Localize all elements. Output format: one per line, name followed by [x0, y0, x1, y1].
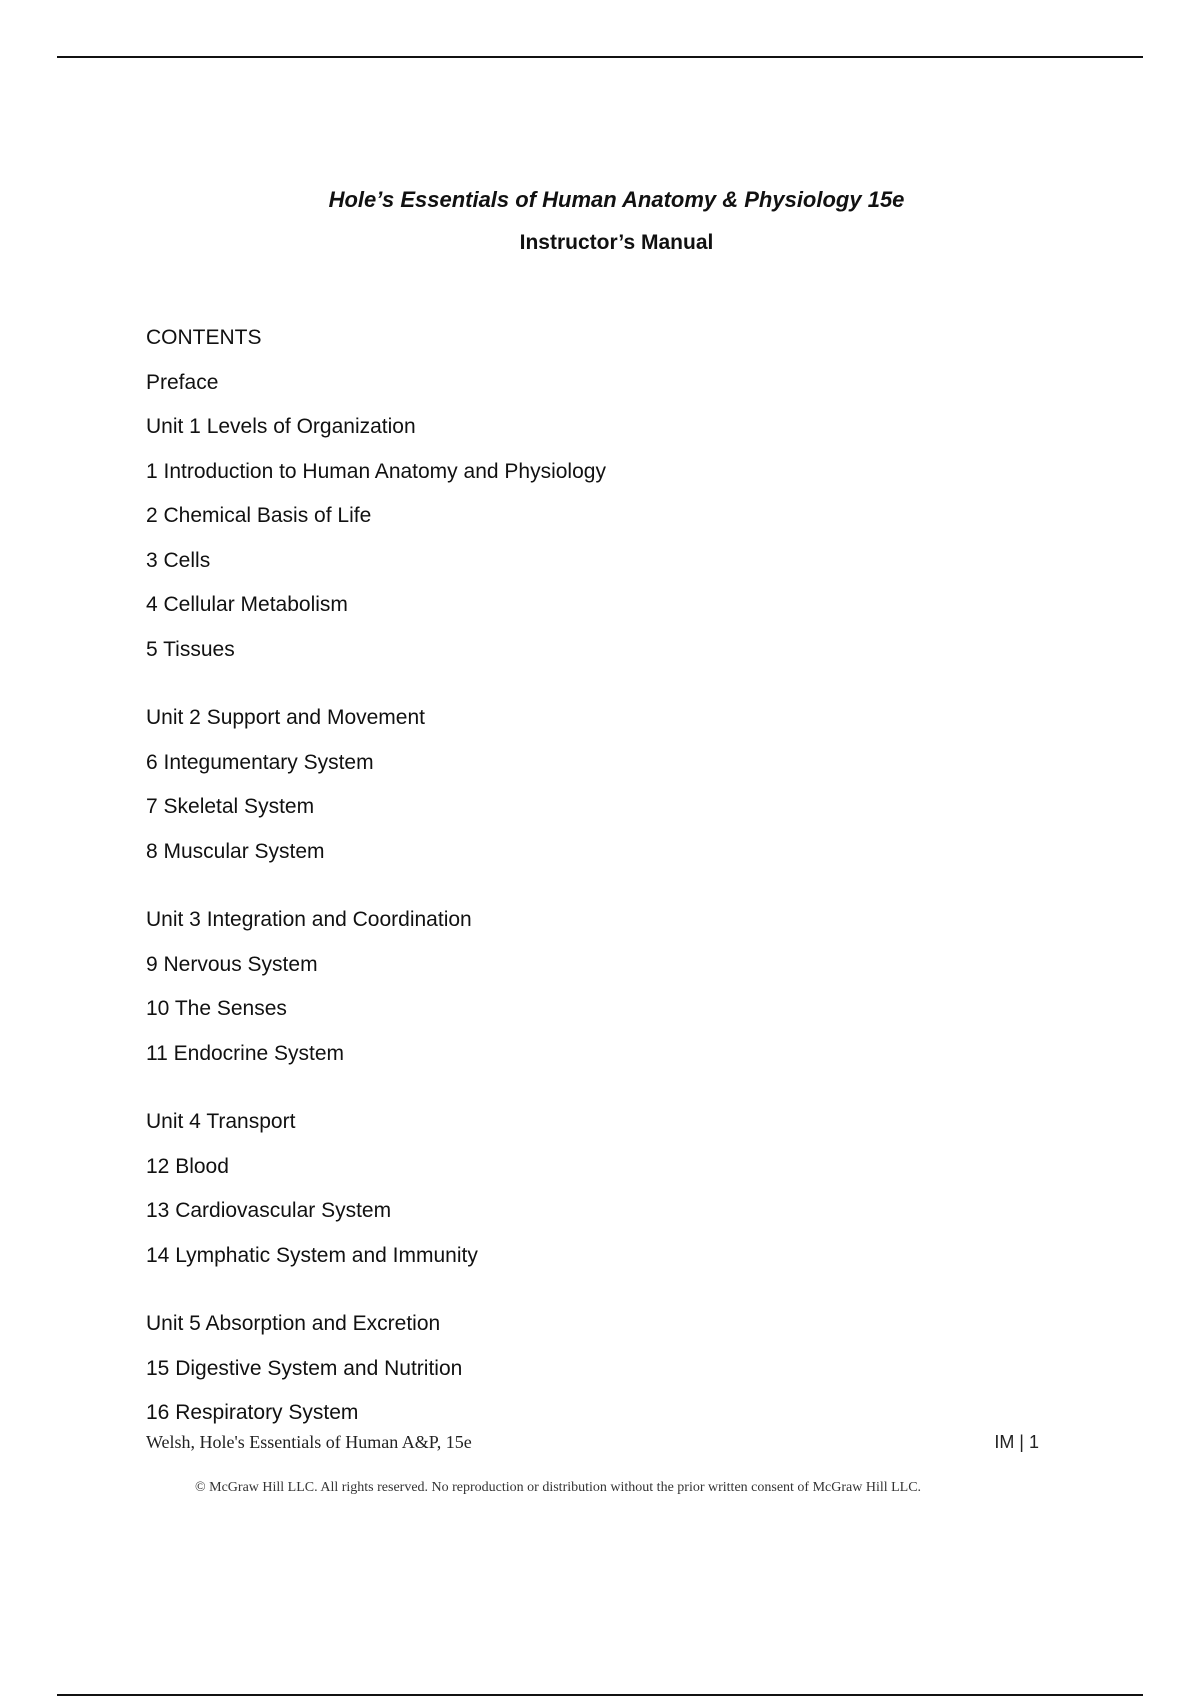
- top-rule: [57, 56, 1143, 58]
- footer-citation: Welsh, Hole's Essentials of Human A&P, 15e: [146, 1432, 472, 1452]
- copyright-notice: © McGraw Hill LLC. All rights reserved. No reproduction or distribution without the prior written consent of McGraw Hill LLC.: [195, 1480, 922, 1495]
- toc-chapter: 6 Integumentary System: [146, 750, 374, 774]
- toc-chapter: 8 Muscular System: [146, 839, 325, 863]
- section-gap: [146, 1085, 1046, 1109]
- toc-chapter: 3 Cells: [146, 548, 211, 572]
- title-block: [0, 188, 1200, 255]
- toc-chapter: 9 Nervous System: [146, 952, 318, 976]
- toc-unit-5: Unit 5 Absorption and Excretion: [146, 1312, 441, 1335]
- toc-chapter: 12 Blood: [146, 1154, 229, 1178]
- bottom-rule: [57, 1694, 1143, 1696]
- toc-chapter: 10 The Senses: [146, 997, 287, 1020]
- toc-chapter: 14 Lymphatic System and Immunity: [146, 1243, 478, 1267]
- section-gap: [146, 883, 1046, 907]
- toc-unit-4: Unit 4 Transport: [146, 1110, 296, 1133]
- section-gap: [146, 681, 1046, 705]
- toc-chapter: 2 Chemical Basis of Life: [146, 504, 372, 527]
- toc-chapter: 1 Introduction to Human Anatomy and Physiology: [146, 459, 606, 483]
- page-footer: [146, 1430, 1039, 1454]
- toc-chapter: 11 Endocrine System: [146, 1041, 345, 1065]
- page-number: IM | 1: [994, 1432, 1039, 1452]
- toc-chapter: 5 Tissues: [146, 637, 235, 661]
- toc-unit-1: Unit 1 Levels of Organization: [146, 415, 416, 438]
- toc-entry-preface: Preface: [146, 370, 219, 394]
- book-title: Hole’s Essentials of Human Anatomy & Physiology 15e: [328, 187, 905, 212]
- toc-unit-3: Unit 3 Integration and Coordination: [146, 908, 472, 931]
- toc-chapter: 13 Cardiovascular System: [146, 1199, 392, 1222]
- table-of-contents: [146, 325, 1046, 1445]
- section-gap: [146, 1287, 1046, 1311]
- toc-unit-2: Unit 2 Support and Movement: [146, 706, 425, 729]
- toc-chapter: 4 Cellular Metabolism: [146, 593, 348, 616]
- toc-chapter: 16 Respiratory System: [146, 1401, 359, 1424]
- toc-chapter: 7 Skeletal System: [146, 795, 315, 818]
- contents-heading: CONTENTS: [146, 326, 262, 349]
- toc-chapter: 15 Digestive System and Nutrition: [146, 1356, 463, 1380]
- manual-title: Instructor’s Manual: [519, 231, 714, 254]
